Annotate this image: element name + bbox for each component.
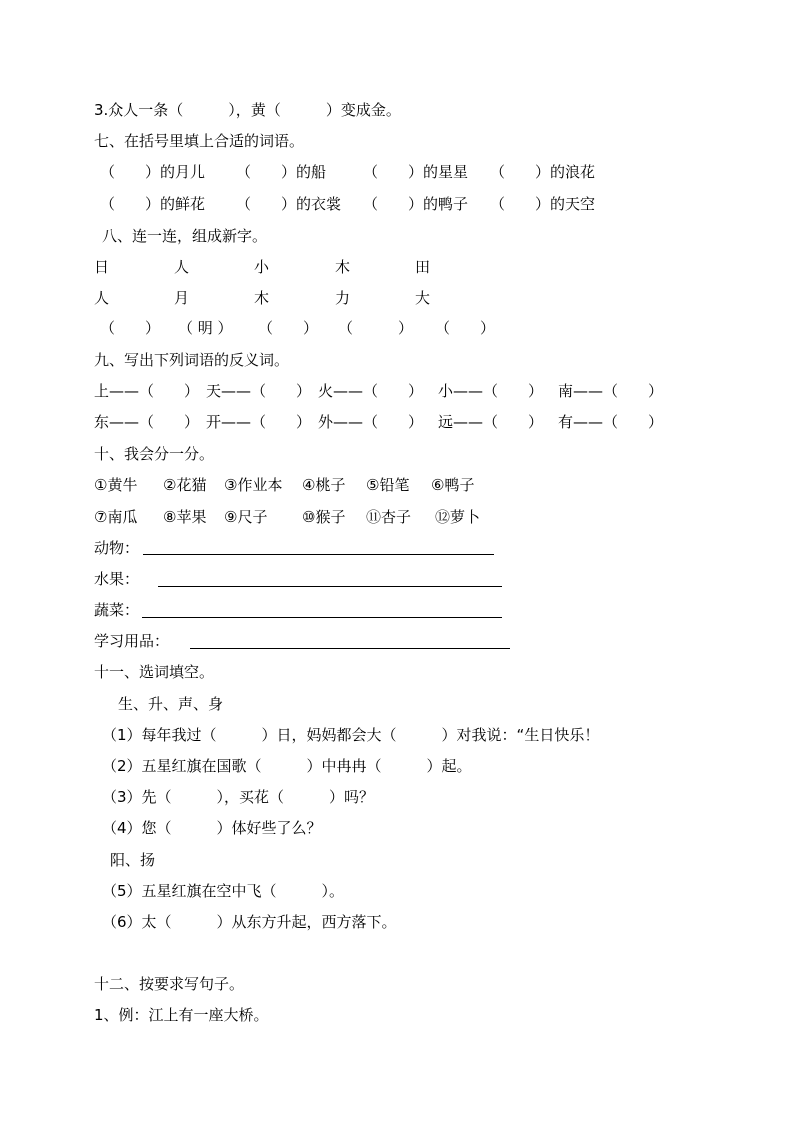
- fill-sentence: （3）先（ ），买花（ ）吗？: [102, 788, 375, 806]
- section-9-title: 九、写出下列词语的反义词。: [94, 351, 290, 369]
- antonym-item: 天——（ ）: [206, 382, 312, 400]
- sort-item: ⑪杏子: [366, 508, 412, 526]
- section-10-title: 十、我会分一分。: [94, 445, 215, 463]
- sort-item: ⑧苹果: [163, 508, 207, 526]
- antonym-item: 远——（ ）: [438, 413, 544, 431]
- answer-blank: （ ）: [100, 319, 161, 337]
- answer-line[interactable]: [142, 617, 502, 618]
- category-label: 蔬菜：: [94, 601, 140, 619]
- sentence-example: 1、例：江上有一座大桥。: [94, 1006, 269, 1024]
- sort-item: ⑩猴子: [302, 508, 346, 526]
- answer-blank: （ 明 ）: [178, 319, 233, 337]
- category-label: 动物：: [94, 539, 140, 557]
- fill-blank-item: （ ）的浪花: [490, 163, 596, 181]
- word-choices: 阳、扬: [110, 851, 156, 869]
- char-item: 日: [94, 258, 110, 276]
- answer-blank: （ ）: [258, 319, 319, 337]
- antonym-item: 外——（ ）: [318, 413, 424, 431]
- char-item: 人: [174, 258, 190, 276]
- antonym-item: 小——（ ）: [438, 382, 544, 400]
- section-8-title: 八、连一连，组成新字。: [102, 227, 268, 245]
- fill-sentence: （6）太（ ）从东方升起，西方落下。: [102, 913, 397, 931]
- char-item: 小: [254, 258, 270, 276]
- section-11-title: 十一、选词填空。: [94, 663, 215, 681]
- fill-blank-item: （ ）的星星: [363, 163, 469, 181]
- char-item: 大: [415, 289, 431, 307]
- sort-item: ⑥鸭子: [431, 476, 475, 494]
- word-choices: 生、升、声、身: [118, 695, 224, 713]
- char-item: 木: [335, 258, 351, 276]
- section-12-title: 十二、按要求写句子。: [94, 975, 245, 993]
- fill-blank-item: （ ）的船: [236, 163, 327, 181]
- antonym-item: 南——（ ）: [558, 382, 664, 400]
- fill-blank-item: （ ）的天空: [490, 195, 596, 213]
- char-item: 田: [415, 258, 431, 276]
- category-label: 学习用品：: [94, 632, 170, 650]
- antonym-item: 开——（ ）: [206, 413, 312, 431]
- fill-blank-item: （ ）的鸭子: [363, 195, 469, 213]
- fill-blank-item: （ ）的月儿: [100, 163, 206, 181]
- antonym-item: 有——（ ）: [558, 413, 664, 431]
- category-label: 水果：: [94, 570, 140, 588]
- question-line: 3.众人一条（ ），黄（ ）变成金。: [94, 101, 401, 119]
- sort-item: ⑤铅笔: [366, 476, 410, 494]
- answer-line[interactable]: [158, 586, 502, 587]
- section-7-title: 七、在括号里填上合适的词语。: [94, 132, 305, 150]
- fill-sentence: （4）您（ ）体好些了么？: [102, 819, 322, 837]
- answer-line[interactable]: [190, 648, 510, 649]
- sort-item: ④桃子: [302, 476, 346, 494]
- fill-sentence: （5）五星红旗在空中飞（ ）。: [102, 882, 345, 900]
- answer-line[interactable]: [143, 554, 494, 555]
- antonym-item: 火——（ ）: [318, 382, 424, 400]
- sort-item: ⑦南瓜: [94, 508, 138, 526]
- answer-blank: （ ）: [338, 319, 414, 337]
- fill-blank-item: （ ）的衣裳: [236, 195, 342, 213]
- fill-blank-item: （ ）的鲜花: [100, 195, 206, 213]
- sort-item: ②花猫: [163, 476, 207, 494]
- sort-item: ⑨尺子: [224, 508, 268, 526]
- char-item: 月: [174, 289, 190, 307]
- char-item: 力: [335, 289, 351, 307]
- antonym-item: 东——（ ）: [94, 413, 200, 431]
- antonym-item: 上——（ ）: [94, 382, 200, 400]
- answer-blank: （ ）: [435, 319, 496, 337]
- sort-item: ①黄牛: [94, 476, 138, 494]
- sort-item: ③作业本: [224, 476, 283, 494]
- sort-item: ⑫萝卜: [435, 508, 481, 526]
- fill-sentence: （1）每年我过（ ）日，妈妈都会大（ ）对我说：“生日快乐！: [102, 726, 600, 744]
- char-item: 木: [254, 289, 270, 307]
- char-item: 人: [94, 289, 110, 307]
- fill-sentence: （2）五星红旗在国歌（ ）中冉冉（ ）起。: [102, 757, 472, 775]
